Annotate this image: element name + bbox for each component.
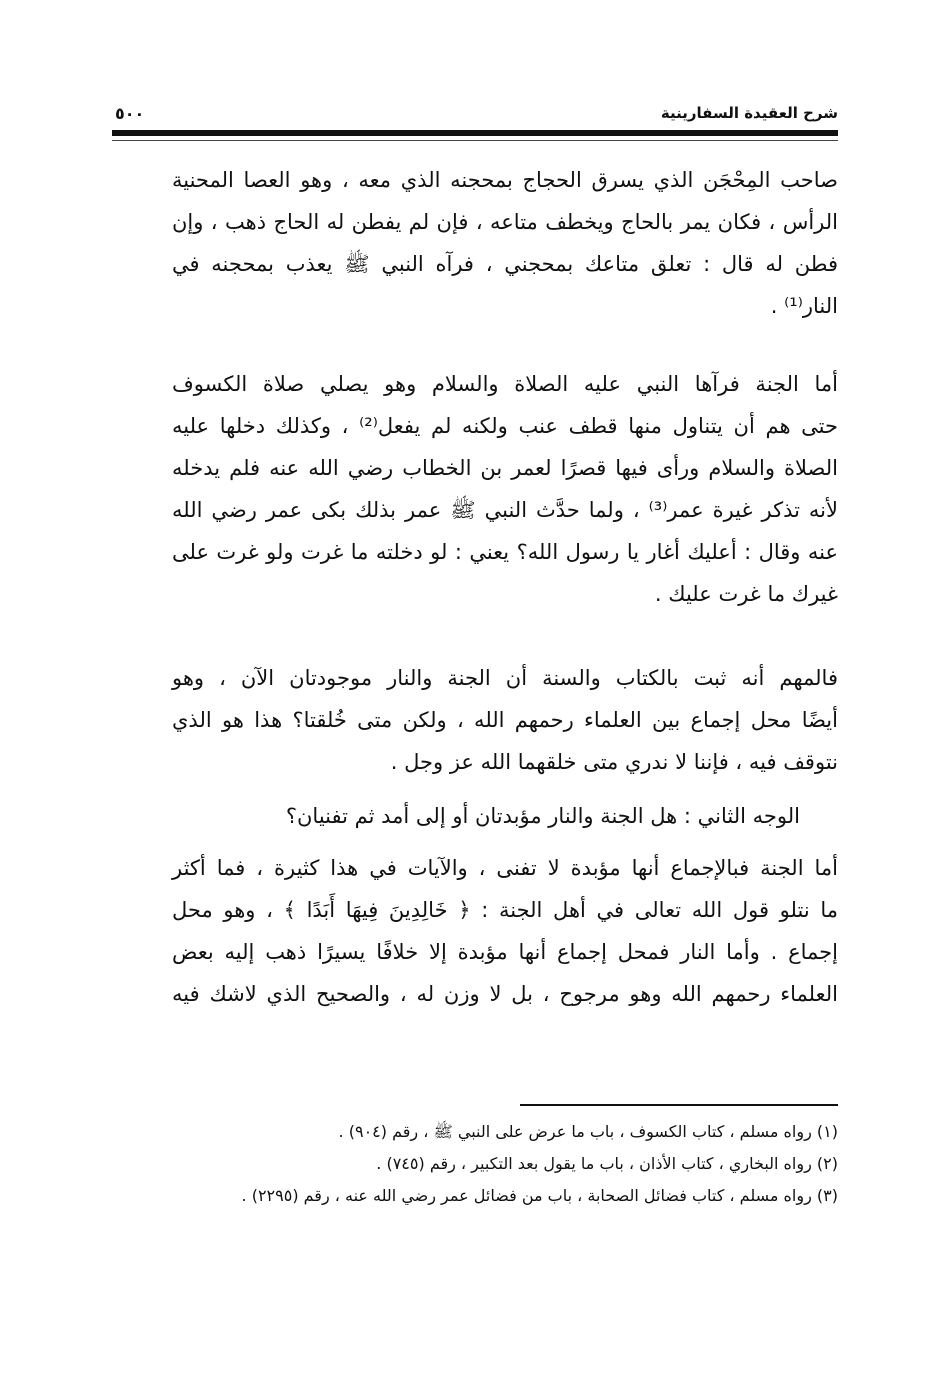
header-rule [112,130,838,136]
body-line: أما الجنة فبالإجماع أنها مؤبدة لا تفنى ، والآيات في هذا كثيرة ، فما أكثر [172,856,838,880]
body-line: ما نتلو قول الله تعالى في أهل الجنة : ﴿ خَالِدِينَ فِيهَا أَبَدًا ﴾ ، وهو محل [172,898,838,922]
body-line: فطن له قال : تعلق متاعك بمحجني ، فرآه النبي ﷺ يعذب بمحجنه في [172,252,838,276]
footnote: (٢) رواه البخاري ، كتاب الأذان ، باب ما يقول بعد التكبير ، رقم (٧٤٥) . [376,1154,838,1173]
body-line: الصلاة والسلام ورأى فيها قصرًا لعمر بن الخطاب رضي الله عنه فلم يدخله [172,456,838,480]
running-header-title: شرح العقيدة السفارينية [660,104,838,122]
body-line: العلماء رحمهم الله وهو مرجوح ، بل لا وزن له ، والصحيح الذي لاشك فيه [172,982,838,1006]
body-line: غيرك ما غرت عليك . [654,582,838,606]
body-line: أما الجنة فرآها النبي عليه الصلاة والسلام وهو يصلي صلاة الكسوف [172,372,838,396]
header-rule-thin [112,140,838,141]
body-line: أيضًا محل إجماع بين العلماء رحمهم الله ، ولكن متى خُلقتا؟ هذا هو الذي [172,708,838,732]
body-line: النار⁽¹⁾ . [770,294,838,318]
body-line: حتى هم أن يتناول منها قطف عنب ولكنه لم يفعل⁽²⁾ ، وكذلك دخلها عليه [172,414,838,438]
body-line: الوجه الثاني : هل الجنة والنار مؤبدتان أو إلى أمد ثم تفنيان؟ [285,804,800,828]
body-line: نتوقف فيه ، فإننا لا ندري متى خلقهما الله عز وجل . [390,750,838,774]
body-line: إجماع . وأما النار فمحل إجماع أنها مؤبدة إلا خلافًا يسيرًا ذهب إليه بعض [172,940,838,964]
body-line: عنه وقال : أعليك أغار يا رسول الله؟ يعني : لو دخلته ما غرت ولو غرت على [172,540,838,564]
footnote: (١) رواه مسلم ، كتاب الكسوف ، باب ما عرض على النبي ﷺ ، رقم (٩٠٤) . [338,1122,838,1141]
body-line: صاحب المِحْجَن الذي يسرق الحجاج بمحجنه الذي معه ، وهو العصا المحنية [172,168,838,192]
page-number: ٥٠٠ [115,104,145,123]
footnote: (٣) رواه مسلم ، كتاب فضائل الصحابة ، باب من فضائل عمر رضي الله عنه ، رقم (٢٢٩٥) . [241,1186,838,1205]
footnote-separator [520,1104,838,1106]
body-line: لأنه تذكر غيرة عمر⁽³⁾ ، ولما حدَّث النبي ﷺ عمر بذلك بكى عمر رضي الله [172,498,839,522]
body-line: فالمهم أنه ثبت بالكتاب والسنة أن الجنة والنار موجودتان الآن ، وهو [172,666,838,690]
body-line: الرأس ، فكان يمر بالحاج ويخطف متاعه ، فإن لم يفطن له الحاج ذهب ، وإن [172,210,838,234]
